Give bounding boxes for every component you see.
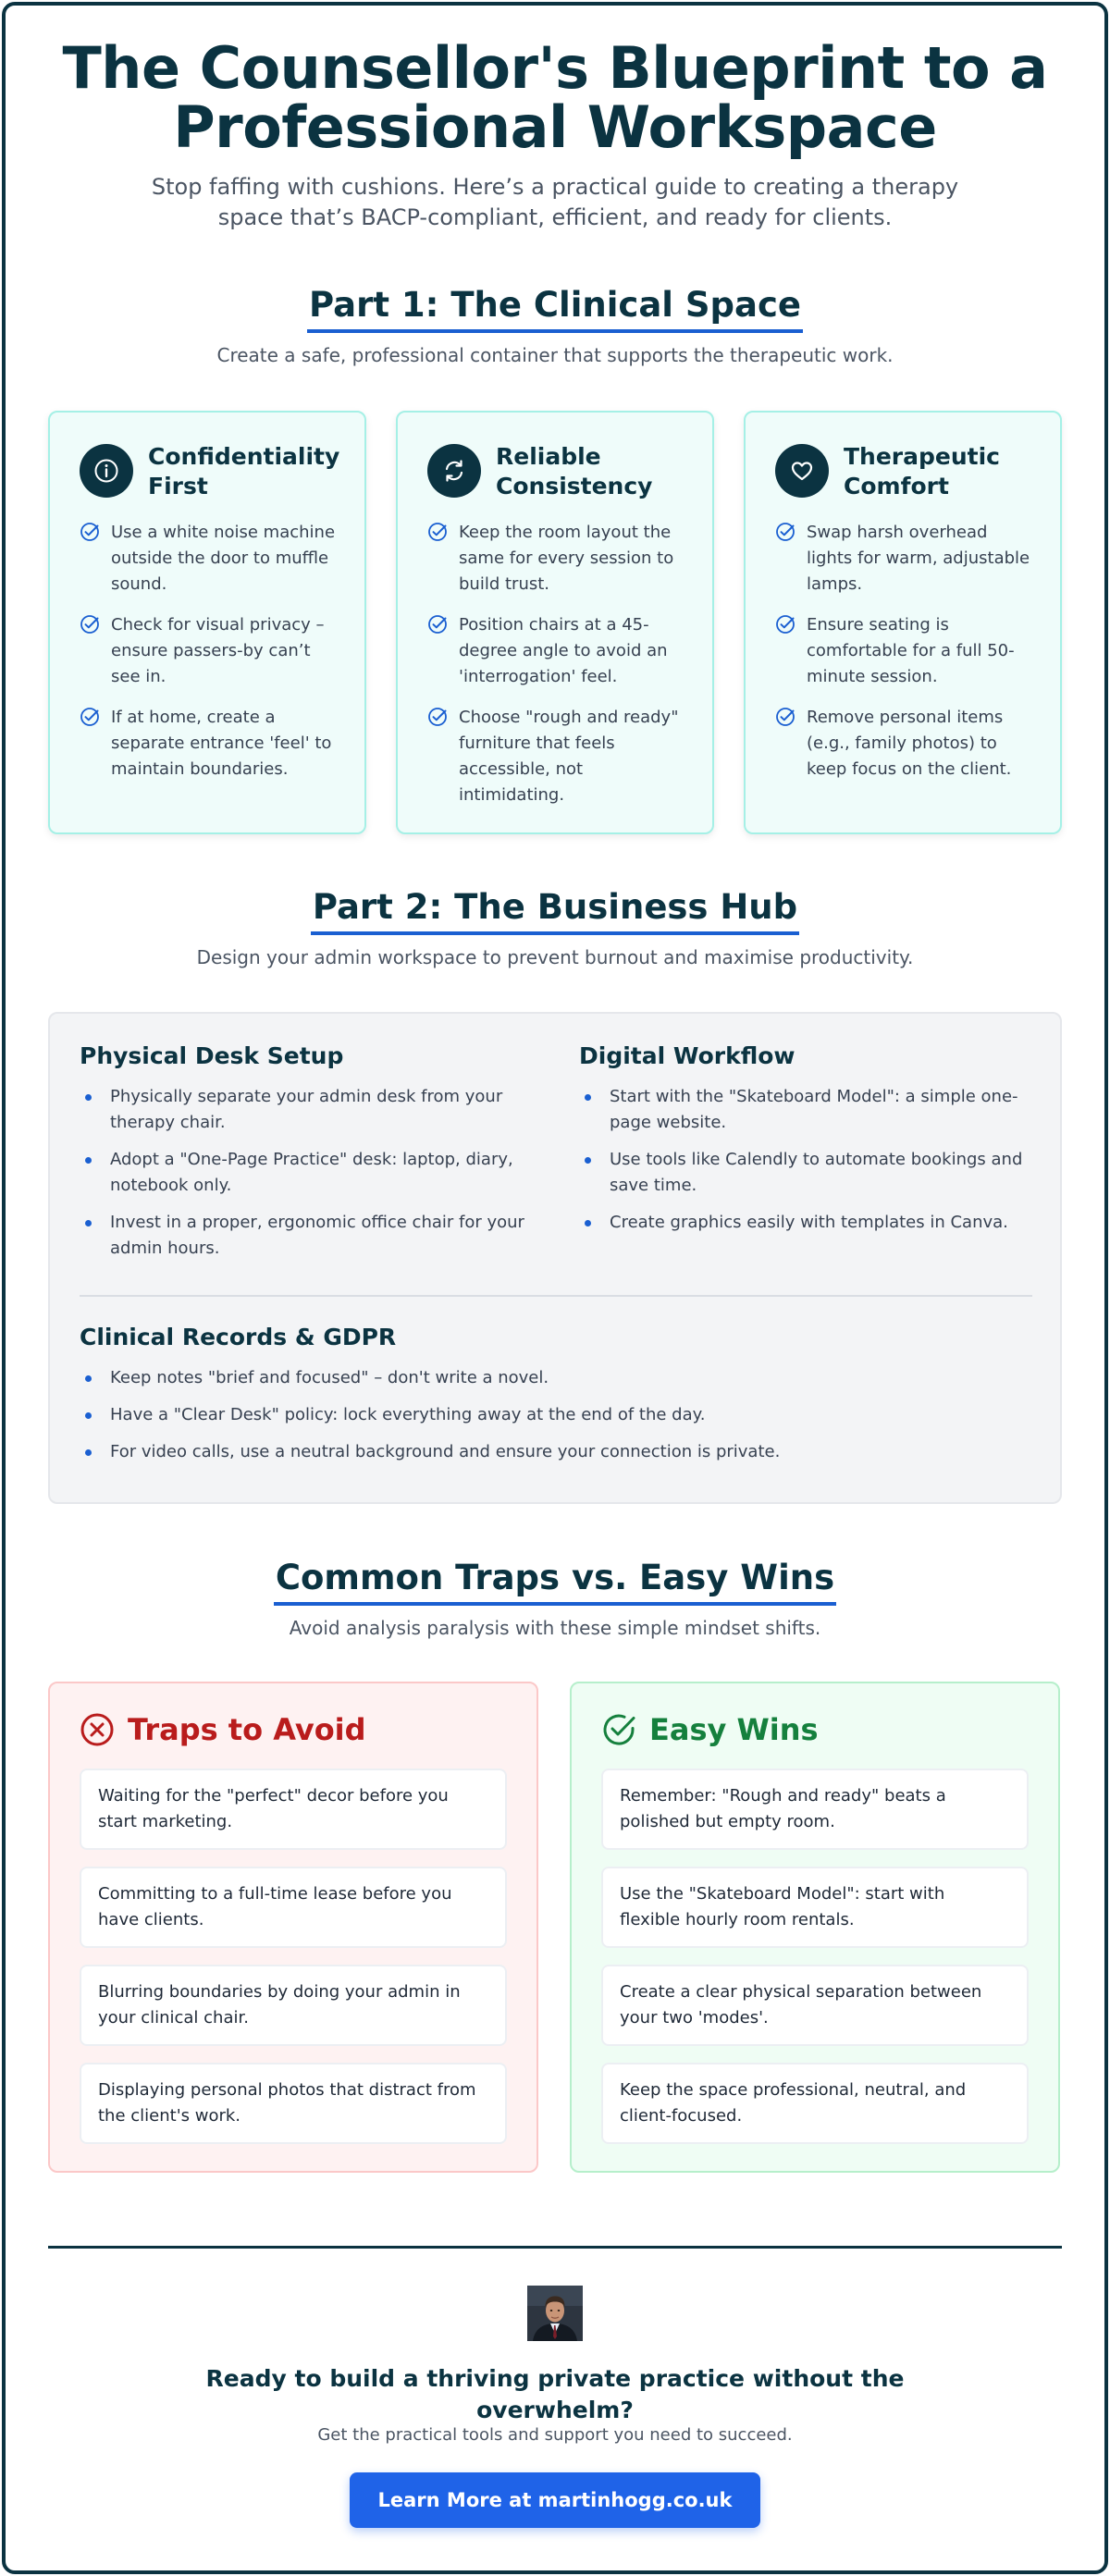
list-item: Create graphics easily with templates in Canva. xyxy=(579,1210,1032,1236)
traps-title: Traps to Avoid xyxy=(128,1712,366,1747)
trap-item: Blurring boundaries by doing your admin in your clinical chair. xyxy=(80,1965,507,2046)
bullet-dot xyxy=(85,1220,92,1226)
part2-subtitle: Design your admin workspace to prevent burnout and maximise productivity. xyxy=(196,946,914,968)
trap-item: Waiting for the "perfect" decor before you start marketing. xyxy=(80,1769,507,1850)
list-item: Have a "Clear Desk" policy: lock everything away at the end of the day. xyxy=(80,1402,1032,1428)
page-title: The Counsellor's Blueprint to a Professional Workspace xyxy=(62,34,1048,161)
part2-header xyxy=(0,885,1110,968)
check-circle-icon xyxy=(775,614,796,638)
bullet-dot xyxy=(85,1157,92,1164)
part1-subtitle: Create a safe, professional container that supports the therapeutic work. xyxy=(216,344,894,366)
business-hub-panel xyxy=(48,1012,1062,1504)
check-circle-icon xyxy=(80,522,100,546)
records-section xyxy=(80,1323,1032,1476)
clinical-cards xyxy=(48,411,1062,834)
bullet-dot xyxy=(585,1157,591,1164)
win-item: Remember: "Rough and ready" beats a polished but empty room. xyxy=(601,1769,1029,1850)
desk-setup-section xyxy=(80,1041,533,1273)
bullet-dot xyxy=(85,1412,92,1419)
footer-divider xyxy=(48,2246,1062,2249)
bullet-dot xyxy=(85,1375,92,1382)
heart-icon xyxy=(775,444,829,498)
list-item: Adopt a "One-Page Practice" desk: laptop, diary, notebook only. xyxy=(80,1147,533,1199)
wins-panel xyxy=(570,1682,1060,2173)
digital-workflow-section xyxy=(579,1041,1032,1247)
list-item: Keep the room layout the same for every session to build trust. xyxy=(427,520,684,598)
check-circle-icon xyxy=(775,707,796,731)
records-title: Clinical Records & GDPR xyxy=(80,1324,397,1350)
card-title: Therapeutic Comfort xyxy=(844,443,1000,499)
win-item: Use the "Skateboard Model": start with flexible hourly room rentals. xyxy=(601,1867,1029,1948)
bullet-dot xyxy=(585,1220,591,1226)
list-item: Position chairs at a 45-degree angle to avoid an 'interrogation' feel. xyxy=(427,612,684,690)
list-item: Choose "rough and ready" furniture that feels accessible, not intimidating. xyxy=(427,705,684,808)
list-item: Check for visual privacy – ensure passers-by can’t see in. xyxy=(80,612,337,690)
list-item: Keep notes "brief and focused" – don't write a novel. xyxy=(80,1365,1032,1391)
card-comfort xyxy=(744,411,1062,834)
info-icon xyxy=(80,444,133,498)
traps-wins-header xyxy=(0,1556,1110,1639)
list-item: Swap harsh overhead lights for warm, adjustable lamps. xyxy=(775,520,1032,598)
bullet-dot xyxy=(85,1094,92,1101)
win-item: Create a clear physical separation between your two 'modes'. xyxy=(601,1965,1029,2046)
cta-subtitle: Get the practical tools and support you need to succeed. xyxy=(317,2425,793,2445)
section-divider xyxy=(80,1295,1032,1297)
desk-setup-title: Physical Desk Setup xyxy=(80,1042,344,1069)
page-subtitle: Stop faffing with cushions. Here’s a practical guide to creating a therapy space that’s BACP-compliant, efficient, and ready for clients. xyxy=(151,174,959,230)
traps-panel xyxy=(48,1682,538,2173)
traps-wins-subtitle: Avoid analysis paralysis with these simple mindset shifts. xyxy=(289,1617,821,1639)
trap-item: Displaying personal photos that distract from the client's work. xyxy=(80,2063,507,2144)
win-item: Keep the space professional, neutral, and client-focused. xyxy=(601,2063,1029,2144)
list-item: For video calls, use a neutral background and ensure your connection is private. xyxy=(80,1439,1032,1465)
bullet-dot xyxy=(85,1449,92,1456)
wins-title: Easy Wins xyxy=(649,1712,819,1747)
list-item: Use a white noise machine outside the door to muffle sound. xyxy=(80,520,337,598)
list-item: Ensure seating is comfortable for a full 50-minute session. xyxy=(775,612,1032,690)
traps-wins-title: Common Traps vs. Easy Wins xyxy=(274,1556,836,1606)
card-title: Reliable Consistency xyxy=(496,443,653,499)
part1-title: Part 1: The Clinical Space xyxy=(307,283,803,333)
check-circle-icon xyxy=(601,1712,636,1747)
check-circle-icon xyxy=(427,707,448,731)
part2-title: Part 2: The Business Hub xyxy=(311,885,799,935)
check-circle-icon xyxy=(80,707,100,731)
check-circle-icon xyxy=(427,614,448,638)
list-item: Start with the "Skateboard Model": a simple one-page website. xyxy=(579,1084,1032,1136)
card-consistency xyxy=(396,411,714,834)
list-item: Physically separate your admin desk from your therapy chair. xyxy=(80,1084,533,1136)
list-item: Use tools like Calendly to automate bookings and save time. xyxy=(579,1147,1032,1199)
author-avatar xyxy=(527,2286,583,2341)
card-title: Confidentiality First xyxy=(148,443,340,499)
bullet-dot xyxy=(585,1094,591,1101)
list-item: Invest in a proper, ergonomic office chair for your admin hours. xyxy=(80,1210,533,1262)
part1-header xyxy=(0,283,1110,366)
card-confidentiality xyxy=(48,411,366,834)
learn-more-button[interactable]: Learn More at martinhogg.co.uk xyxy=(350,2472,760,2528)
trap-item: Committing to a full-time lease before you have clients. xyxy=(80,1867,507,1948)
digital-workflow-title: Digital Workflow xyxy=(579,1042,796,1069)
check-circle-icon xyxy=(775,522,796,546)
refresh-icon xyxy=(427,444,481,498)
cta-title: Ready to build a thriving private practice without the overwhelm? xyxy=(205,2365,905,2423)
x-circle-icon xyxy=(80,1712,115,1747)
check-circle-icon xyxy=(427,522,448,546)
list-item: Remove personal items (e.g., family photos) to keep focus on the client. xyxy=(775,705,1032,783)
list-item: If at home, create a separate entrance 'feel' to maintain boundaries. xyxy=(80,705,337,783)
check-circle-icon xyxy=(80,614,100,638)
